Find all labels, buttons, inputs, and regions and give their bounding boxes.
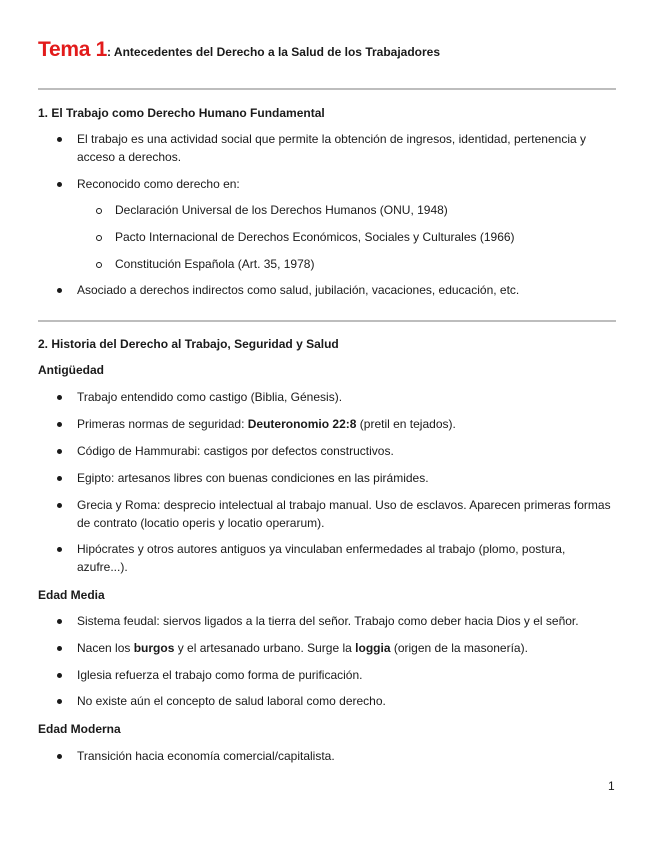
bullet: [57, 547, 62, 552]
bullet: [57, 422, 62, 427]
bullet: [57, 619, 62, 624]
title-number: Tema 1: [38, 38, 108, 61]
text: Primeras normas de seguridad:: [77, 417, 248, 431]
list-item: [77, 415, 617, 433]
bullet: [57, 449, 62, 454]
sub-bullet: [96, 208, 102, 214]
sub-bullet: [96, 235, 102, 241]
divider: [38, 88, 616, 90]
list-item: Transición hacia economía comercial/capitalista.: [77, 749, 335, 763]
bullet: [57, 288, 62, 293]
bold-text: Deuteronomio 22:8: [247, 417, 357, 431]
list-item: Trabajo entendido como castigo (Biblia, Génesis).: [77, 390, 343, 404]
list-item: Código de Hammurabi: castigos por defectos constructivos.: [77, 444, 394, 458]
bullet: [57, 673, 62, 678]
bullet: [57, 503, 62, 508]
section-1-heading: 1. El Trabajo como Derecho Humano Fundamental: [38, 106, 325, 120]
sub-bullet: [96, 262, 102, 268]
sub-list-item: Pacto Internacional de Derechos Económicos, Sociales y Culturales (1966): [115, 230, 515, 244]
bullet: [57, 699, 62, 704]
document-title: [38, 38, 440, 62]
title-subtitle: : Antecedentes del Derecho a la Salud de los Trabajadores: [107, 45, 441, 59]
bold-text: burgos: [133, 641, 175, 655]
text: (pretil en tejados).: [356, 417, 456, 431]
list-item: Iglesia refuerza el trabajo como forma de purificación.: [77, 668, 363, 682]
bullet: [57, 646, 62, 651]
bullet: [57, 137, 62, 142]
subsection-heading: Antigüedad: [38, 363, 104, 377]
page-number: 1: [608, 779, 615, 793]
bold-text: loggia: [355, 641, 391, 655]
sub-list-item: Declaración Universal de los Derechos Humanos (ONU, 1948): [115, 203, 448, 217]
list-item: [77, 639, 617, 657]
text: Nacen los: [77, 641, 134, 655]
list-item: Grecia y Roma: desprecio intelectual al trabajo manual. Uso de esclavos. Aparecen primeras formas de contrato (locatio operis y locatio operarum).: [77, 498, 611, 530]
text: y el artesanado urbano. Surge la: [174, 641, 356, 655]
list-item: Reconocido como derecho en:: [77, 177, 240, 191]
list-item: Asociado a derechos indirectos como salud, jubilación, vacaciones, educación, etc.: [77, 283, 520, 297]
divider: [38, 320, 616, 322]
list-item: No existe aún el concepto de salud laboral como derecho.: [77, 694, 386, 708]
sub-list-item: Constitución Española (Art. 35, 1978): [115, 257, 315, 271]
bullet: [57, 395, 62, 400]
subsection-heading: Edad Moderna: [38, 722, 121, 736]
list-item: Egipto: artesanos libres con buenas condiciones en las pirámides.: [77, 471, 429, 485]
subsection-heading: Edad Media: [38, 588, 105, 602]
text: (origen de la masonería).: [390, 641, 528, 655]
section-2-heading: 2. Historia del Derecho al Trabajo, Seguridad y Salud: [38, 337, 339, 351]
list-item: Hipócrates y otros autores antiguos ya vinculaban enfermedades al trabajo (plomo, postura, azufre...).: [77, 542, 566, 574]
bullet: [57, 754, 62, 759]
list-item: El trabajo es una actividad social que permite la obtención de ingresos, identidad, pertenencia y acceso a derechos.: [77, 132, 586, 164]
list-item: Sistema feudal: siervos ligados a la tierra del señor. Trabajo como deber hacia Dios y el señor.: [77, 614, 579, 628]
bullet: [57, 182, 62, 187]
bullet: [57, 476, 62, 481]
